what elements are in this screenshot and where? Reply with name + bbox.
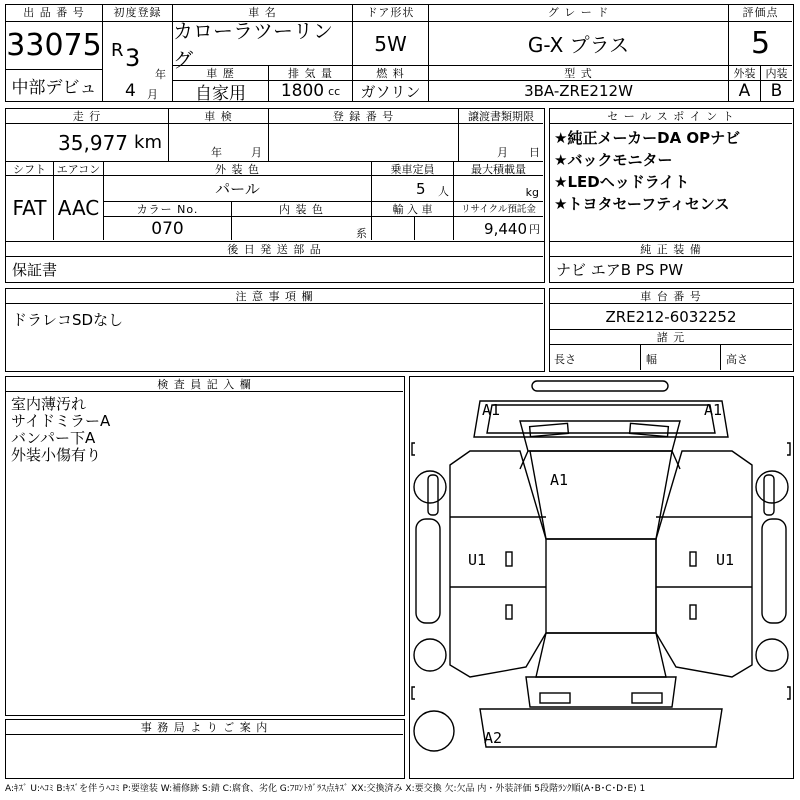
sales-point: ★LEDヘッドライト [554, 173, 690, 191]
sales-block [549, 108, 794, 242]
sales-point: ★バックモニター [554, 151, 673, 169]
damage-mark: U1 [716, 551, 735, 569]
seats-cell [371, 176, 453, 202]
sales-label: セ ー ル ス ポ イ ン ト [550, 109, 792, 124]
first-reg-label: 初度登録 [102, 5, 172, 22]
recycle-label: リサイクル預託金 [453, 202, 543, 217]
displacement-unit: cc [328, 84, 341, 98]
damage-mark: A1 [550, 471, 569, 489]
debut-text: 中部デビュ [11, 78, 97, 98]
fuel: ガソリン [352, 81, 428, 101]
mileage-cell [6, 124, 168, 161]
grade-label: グ レ ー ド [428, 5, 728, 22]
inspector-line: サイドミラーA [11, 412, 111, 430]
color-no: 070 [103, 217, 231, 240]
ac: AAC [53, 176, 103, 240]
body-left [450, 451, 546, 677]
roof [530, 451, 672, 539]
inspector-line: バンパー下A [11, 429, 96, 447]
insp-month-unit: 月 [251, 146, 262, 159]
mirror-right [764, 475, 774, 515]
recycle-cell [453, 217, 543, 240]
dim-length: 長さ [554, 353, 576, 366]
sales-point: ★純正メーカーDA OPナビ [554, 129, 741, 147]
mileage: 35,977 [58, 130, 129, 155]
notes-label: 注 意 事 項 欄 [6, 289, 543, 304]
later-parts-block [5, 241, 545, 283]
import-divider [414, 217, 415, 240]
genuine-equipment: ナビ エアB PS PW [556, 260, 684, 279]
inspector-line: 外装小傷有り [11, 446, 102, 464]
notes: ドラレコSDなし [12, 311, 124, 329]
info-block [5, 108, 545, 242]
door-label: ドア形状 [352, 5, 428, 22]
model: 3BA-ZRE212W [428, 81, 728, 101]
transfer-cell [458, 124, 543, 161]
dims-label: 諸 元 [550, 330, 792, 345]
score-label: 評価点 [728, 5, 792, 22]
load-cell [453, 176, 543, 202]
office-label: 事 務 局 よ り ご 案 内 [6, 720, 403, 735]
later-parts-label: 後 日 発 送 部 品 [6, 242, 543, 257]
inspector-block [5, 376, 405, 716]
recycle: 9,440 [484, 219, 527, 238]
footer-legend: A:ｷｽﾞ U:ﾍｺﾐ B:ｷｽﾞを伴うﾍｺﾐ P:要塗装 W:補修跡 S:錆 C:腐食、劣化 G:ﾌﾛﾝﾄｶﾞﾗｽ点ｷｽﾞ XX:交換済み X:要交換 欠:欠品 内・外装評価 5段階ﾗﾝｸ順(A･B･C･D･E) 1 [5, 784, 646, 794]
ext-label: 外装 [728, 66, 760, 81]
month-unit: 月 [147, 88, 158, 101]
era: R [111, 40, 124, 61]
shift: FAT [12, 196, 47, 220]
header-block [5, 4, 794, 102]
transfer-day-unit: 日 [529, 146, 540, 159]
color-label: 外 装 色 [103, 161, 371, 176]
office-block [5, 719, 405, 779]
model-label: 型 式 [428, 66, 728, 81]
int-color-cell [231, 217, 371, 240]
body-color: パール [103, 176, 371, 202]
color-no-label: カラー No. [103, 202, 231, 217]
load-label: 最大積載量 [453, 161, 543, 176]
inspector-lines [11, 396, 110, 464]
wheel-rear-left [414, 639, 446, 671]
car-diagram [410, 377, 792, 777]
int-label: 内装 [760, 66, 792, 81]
sales-list [554, 127, 792, 215]
mileage-label: 走 行 [6, 109, 168, 124]
door-type: 5W [352, 22, 428, 66]
transfer-label: 譲渡書類期限 [458, 109, 543, 124]
seats-label: 乗車定員 [371, 161, 453, 176]
mileage-unit: km [134, 132, 162, 153]
sales-point: ★トヨタセーフティセンス [554, 195, 730, 213]
rear-window [536, 633, 666, 677]
grade: G-X プラス [428, 22, 728, 66]
reg-year: 3 [125, 44, 141, 72]
chassis-block [549, 288, 794, 372]
body-right [656, 451, 752, 677]
front-bumper [532, 381, 668, 391]
chassis-label: 車 台 番 号 [550, 289, 792, 304]
hood [474, 401, 728, 437]
inspector-label: 検 査 員 記 入 欄 [6, 377, 403, 392]
damage-mark: U1 [468, 551, 487, 569]
notes-block [5, 288, 545, 372]
later-parts: 保証書 [12, 260, 58, 279]
ac-label: エアコン [53, 161, 103, 176]
lot-no-label: 出 品 番 号 [6, 5, 102, 22]
history: 自家用 [172, 81, 268, 101]
score: 5 [728, 22, 792, 66]
inspector-line: 室内薄汚れ [11, 395, 87, 413]
genuine-label: 純 正 装 備 [550, 242, 792, 257]
insp-year-unit: 年 [211, 146, 222, 159]
dim-height: 高さ [726, 353, 748, 366]
displacement-label: 排 気 量 [268, 66, 352, 81]
rear-bumper [480, 709, 722, 747]
damage-mark: A2 [484, 729, 503, 747]
recycle-unit: 円 [529, 222, 540, 236]
mirror-left [428, 475, 438, 515]
fuel-label: 燃 料 [352, 66, 428, 81]
shift-label: シフト [6, 161, 53, 176]
plate-cell [268, 124, 458, 161]
ext-grade: A [728, 81, 760, 101]
damage-mark: A1 [482, 401, 501, 419]
chassis-no: ZRE212-6032252 [550, 304, 792, 330]
dim-divider-1 [640, 345, 641, 370]
int-color-label: 内 装 色 [231, 202, 371, 217]
import-cell [371, 217, 453, 240]
plate-label: 登 録 番 号 [268, 109, 458, 124]
year-unit: 年 [155, 68, 166, 81]
lot-no: 33075 [6, 22, 102, 70]
first-reg-cell [102, 22, 172, 101]
car-name-label: 車 名 [172, 5, 352, 22]
displacement: 1800 [280, 81, 325, 101]
inspection-label: 車 検 [168, 109, 268, 124]
spare-wheel [414, 711, 454, 751]
dim-divider-2 [720, 345, 721, 370]
history-label: 車 歴 [172, 66, 268, 81]
int-grade: B [760, 81, 792, 101]
wheel-rear-right [756, 639, 788, 671]
genuine-block [549, 241, 794, 283]
int-color-unit: 系 [356, 227, 367, 240]
damage-mark: A1 [704, 401, 723, 419]
dim-width: 幅 [646, 353, 657, 366]
load-unit: kg [525, 186, 539, 199]
transfer-month-unit: 月 [497, 146, 508, 159]
car-name: カローラツーリング [172, 22, 352, 66]
car-diagram-frame [409, 376, 794, 779]
reg-month: 4 [125, 81, 136, 101]
import-label: 輸 入 車 [371, 202, 453, 217]
inspection-cell [168, 124, 268, 161]
seats: 5 [416, 180, 426, 198]
displacement-cell [268, 81, 352, 101]
seats-unit: 人 [438, 185, 449, 198]
